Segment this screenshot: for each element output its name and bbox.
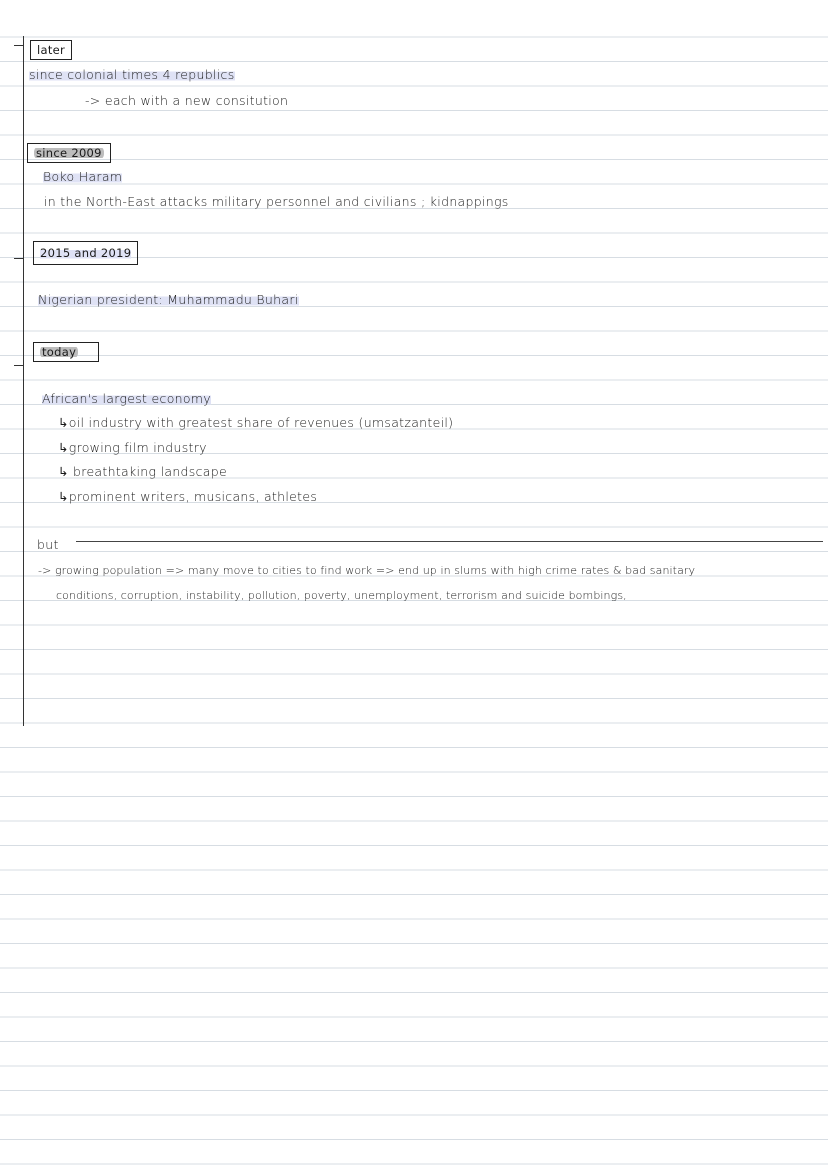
later-line-2: -> each with a new consitution [85,93,289,108]
timeline-tick [14,45,24,46]
heading-2015-2019-text: 2015 and 2019 [40,246,132,260]
y2015-line-1-text: Nigerian president: Muhammadu Buhari [38,292,299,307]
heading-later [30,40,72,60]
later-line-1-text: since colonial times 4 republics [29,67,235,82]
today-bullet-2: ↳growing film industry [58,440,207,455]
heading-today [33,342,99,362]
y2015-line-1 [38,292,299,308]
timeline-tick [14,365,24,366]
but-divider [76,541,823,542]
but-heading: but [37,537,59,552]
today-bullet-4: ↳prominent writers, musicans, athletes [58,489,318,504]
but-line-2: conditions, corruption, instability, pollution, poverty, unemployment, terrorism and suicide bombings, [56,589,627,602]
since-2009-line-2: in the North-East attacks military personnel and civilians ; kidnappings [44,194,509,209]
today-bullet-3: ↳ breathtaking landscape [58,464,227,479]
heading-since-2009 [27,143,111,163]
since-2009-line-1-text: Boko Haram [43,169,123,184]
today-line-1-text: African's largest economy [42,391,211,406]
today-line-1 [42,391,211,407]
since-2009-line-1 [43,169,122,185]
heading-since-2009-text: since 2009 [36,146,102,160]
later-line-1 [29,67,235,83]
but-line-1: -> growing population => many move to cities to find work => end up in slums with high crime rates & bad sanitary [38,564,696,577]
heading-today-text: today [42,345,77,359]
timeline-line [23,36,24,726]
heading-later-text: later [37,43,66,57]
today-bullet-1: ↳oil industry with greatest share of revenues (umsatzanteil) [58,415,454,430]
heading-2015-2019 [33,241,138,265]
timeline-tick [14,258,24,259]
